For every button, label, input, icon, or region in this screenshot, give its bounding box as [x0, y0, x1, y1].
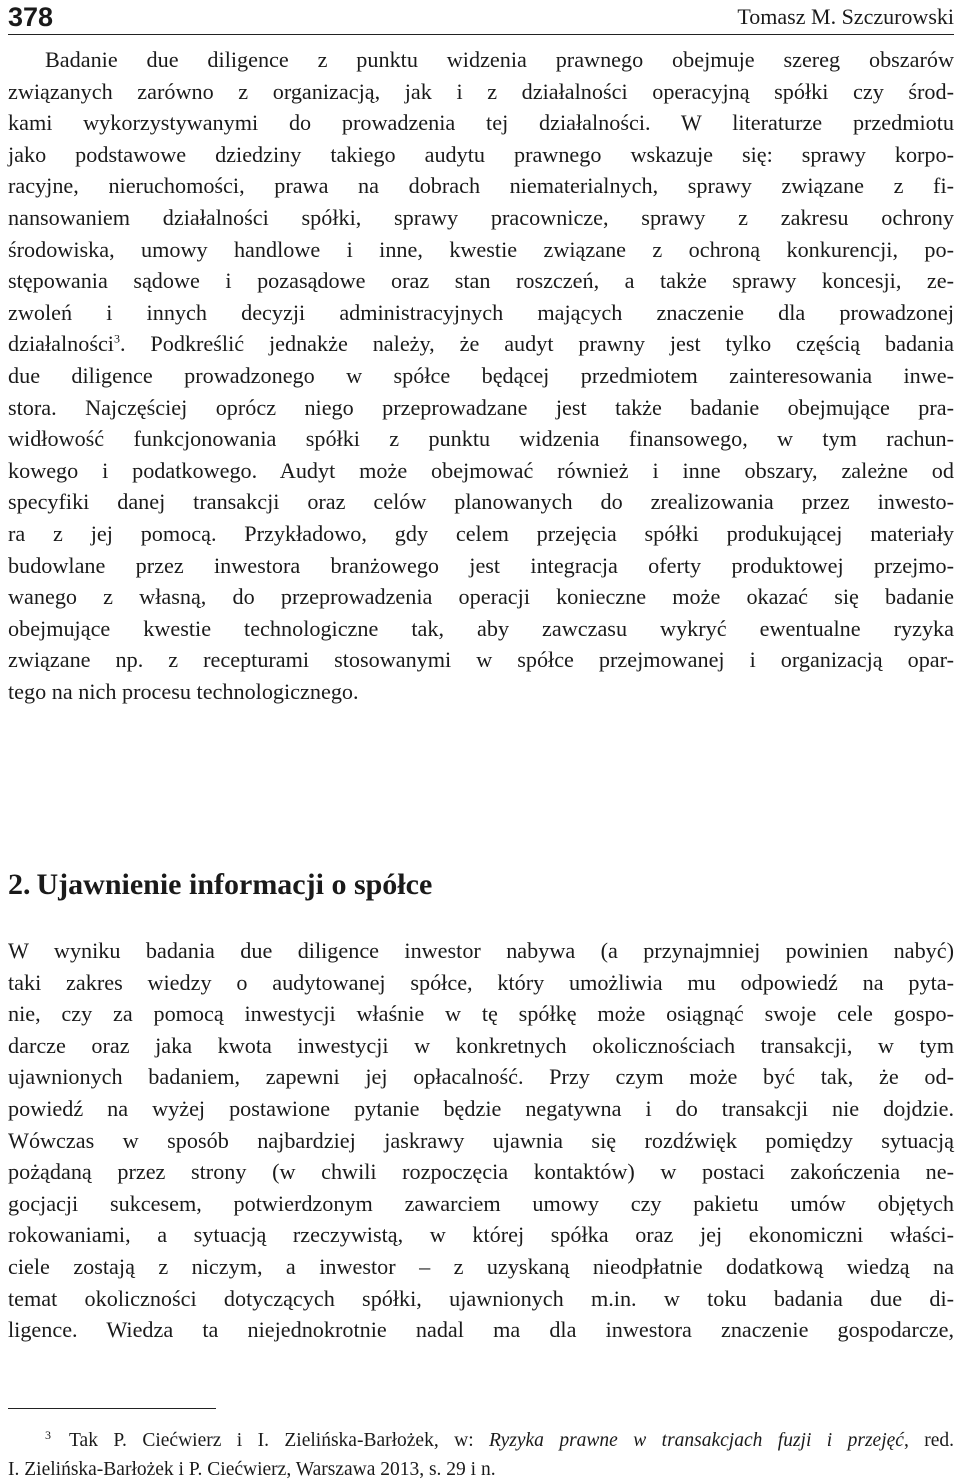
- page-header: [8, 0, 954, 35]
- paragraph-line: kami wykorzystywanymi do prowadzenia tej działalności. W literaturze przedmiotu: [8, 110, 954, 136]
- footnote-reference[interactable]: 3: [113, 331, 120, 346]
- footnote-line: [8, 1426, 954, 1455]
- paragraph-line: budowlane przez inwestora branżowego jest integracja oferty produktowej przejmo-: [8, 552, 954, 578]
- paragraph-line: widłowość funkcjonowania spółki z punktu widzenia finansowego, w tym rachun-: [8, 426, 954, 452]
- footnote-text: , red.: [903, 1430, 954, 1451]
- paragraph-line: obejmujące kwestie technologiczne tak, aby zawczasu wykryć ewentualne ryzyka: [8, 615, 954, 641]
- paragraph-2: [8, 935, 954, 1346]
- footnote-line: I. Zielińska-Barłożek i P. Ciećwierz, Warszawa 2013, s. 29 i n.: [8, 1459, 496, 1480]
- paragraph-line: środowiska, umowy handlowe i inne, kwestie związane z ochroną konkurencji, po-: [8, 236, 954, 262]
- paragraph-line: związane np. z recepturami stosowanymi w spółce przejmowanej i organizacją opar-: [8, 647, 954, 673]
- paragraph-line: zwoleń i innych decyzji administracyjnych mających znaczenie dla prowadzonej: [8, 299, 954, 325]
- footnote-divider: [8, 1408, 216, 1409]
- paragraph-line: ra z jej pomocą. Przykładowo, gdy celem przejęcia spółki produkującej materiały: [8, 520, 954, 546]
- paragraph-line: wanego z własną, do przeprowadzenia operacji konieczne może okazać się badanie: [8, 584, 954, 610]
- paragraph-line: ciele zostają z niczym, a inwestor – z uzyskaną nieodpłatnie dodatkową wiedzą na: [8, 1253, 954, 1279]
- paragraph-line: temat okoliczności dotyczących spółki, ujawnionych m.in. w toku badania due di-: [8, 1285, 954, 1311]
- running-head-author: Tomasz M. Szczurowski: [737, 4, 954, 29]
- paragraph-line: rokowaniami, a sytuacją rzeczywistą, w której spółka oraz jej ekonomiczni właści-: [8, 1222, 954, 1248]
- paragraph-line: nie, czy za pomocą inwestycji właśnie w tę spółkę może osiągnąć swoje cele gospo-: [8, 1001, 954, 1027]
- paragraph-line: darcze oraz jaka kwota inwestycji w konkretnych okolicznościach transakcji, w tym: [8, 1032, 954, 1058]
- section-number: 2.: [8, 868, 31, 901]
- paragraph-line: W wyniku badania due diligence inwestor nabywa (a przynajmniej powinien nabyć): [8, 938, 954, 963]
- paragraph-line: pożądaną przez strony (w chwili rozpoczęcia kontaktów) w postaci zakończenia ne-: [8, 1159, 954, 1185]
- page-number: 378: [8, 2, 54, 32]
- paragraph-line: ligence. Wiedza ta niejednokrotnie nadal ma dla inwestora znaczenie gospodarcze,: [8, 1317, 954, 1343]
- paragraph-line: związanych zarówno z organizacją, jak i z działalności operacyjną spółki czy środ-: [8, 78, 954, 104]
- paragraph-line: gocjacji sukcesem, potwierdzonym zawarciem umowy czy pakietu umów objętych: [8, 1190, 954, 1216]
- paragraph-line: Badanie due diligence z punktu widzenia prawnego obejmuje szereg obszarów: [45, 47, 954, 72]
- section-heading: [8, 865, 432, 905]
- paragraph-1: [8, 44, 954, 707]
- paragraph-line: ujawnionych badaniem, zapewni jej opłacalność. Przy czym może być tak, że od-: [8, 1064, 954, 1090]
- paragraph-line: stora. Najczęściej oprócz niego przeprowadzane jest także badanie obejmujące pra-: [8, 394, 954, 420]
- paragraph-line: powiedź na wyżej postawione pytanie będzie negatywna i do transakcji nie dojdzie.: [8, 1095, 954, 1121]
- paragraph-line: jako podstawowe dziedziny takiego audytu prawnego wskazuje się: sprawy korpo-: [8, 141, 954, 167]
- paragraph-line: stępowania sądowe i pozasądowe oraz stan roszczeń, a także sprawy koncesji, ze-: [8, 268, 954, 294]
- paragraph-line: due diligence prowadzonego w spółce będącej przedmiotem zainteresowania inwe-: [8, 362, 954, 388]
- paragraph-line: racyjne, nieruchomości, prawa na dobrach niematerialnych, sprawy związane z fi-: [8, 173, 954, 199]
- paragraph-line: taki zakres wiedzy o audytowanej spółce, który umożliwia mu odpowiedź na pyta-: [8, 969, 954, 995]
- section-title: Ujawnienie informacji o spółce: [36, 868, 433, 901]
- paragraph-line: kowego i podatkowego. Audyt może obejmować również i inne obszary, zależne od: [8, 457, 954, 483]
- paragraph-line: specyfiki danej transakcji oraz celów planowanych do zrealizowania przez inwesto-: [8, 489, 954, 515]
- line-text: . Podkreślić jednakże należy, że audyt prawny jest tylko częścią badania: [119, 331, 954, 357]
- footnotes: [8, 1426, 954, 1484]
- paragraph-line: Wówczas w sposób najbardziej jaskrawy ujawnia się rozdźwięk pomiędzy sytuacją: [8, 1127, 954, 1153]
- footnote-mark: 3: [45, 1427, 51, 1442]
- page: [8, 0, 954, 1479]
- footnote-text: Tak P. Ciećwierz i I. Zielińska-Barłożek, w:: [69, 1430, 490, 1451]
- paragraph-line-with-footnote: [8, 328, 954, 360]
- paragraph-line: tego na nich procesu technologicznego.: [8, 678, 359, 704]
- footnote-book-title: Ryzyka prawne w transakcjach fuzji i przejęć: [489, 1430, 904, 1451]
- paragraph-line: nansowaniem działalności spółki, sprawy pracownicze, sprawy z zakresu ochrony: [8, 204, 954, 230]
- line-text: działalności: [8, 331, 114, 357]
